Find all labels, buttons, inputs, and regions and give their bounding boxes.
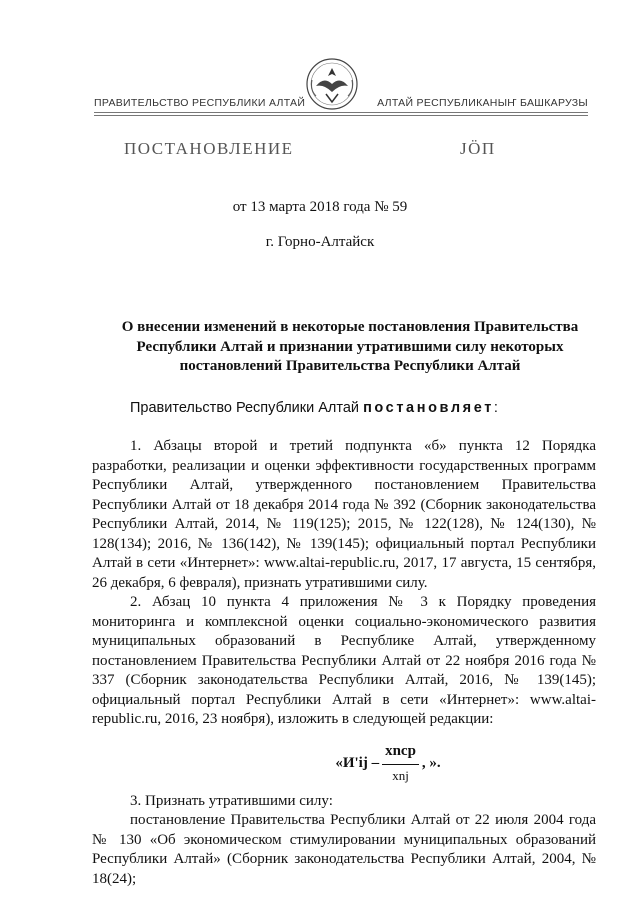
document-date-number: от 13 марта 2018 года № 59 — [232, 199, 408, 215]
intro-keyword: постановляет — [363, 400, 494, 416]
paragraph-1: 1. Абзацы второй и третий подпункта «б» пункта 12 Порядка разработки, реализации и оценки эффективности государственных программ Республики Алтай, утвержденного постановлением Правительства Республики Алтай от 18 декабря 2014 года № 392 (Сборник законодательства Республики Алтай, 2014, № 119(125); 2015, № 122(128), № 124(130), № 128(134); 2016, № 136(142), № 139(145); официальный портал Республики Алтай в сети «Интернет»: www.altai-republic.ru, 2017, 17 августа, 15 сентября, 26 декабря, 6 февраля), признать утратившими силу. — [92, 438, 596, 591]
paragraph-4: постановление Правительства Республики Алтай от 22 июля 2004 года № 130 «Об экономическом стимулировании муниципальных образований Республики Алтай» (Сборник законодательства Республики Алтай, 2004, № 18(24); — [92, 812, 596, 887]
formula-tail: , ». — [421, 754, 441, 771]
document-type-altai: ЈÖП — [460, 139, 496, 158]
formula-fraction — [382, 742, 419, 785]
formula — [180, 744, 596, 784]
government-name-russian: ПРАВИТЕЛЬСТВО РЕСПУБЛИКИ АЛТАЙ — [94, 97, 306, 109]
document-type-russian: ПОСТАНОВЛЕНИЕ — [124, 139, 294, 158]
intro-suffix: : — [493, 400, 498, 416]
formula-numerator: xnср — [382, 742, 419, 765]
header-rule-top — [94, 112, 588, 113]
formula-denominator: xnj — [392, 767, 409, 783]
intro-prefix: Правительство Республики Алтай — [130, 400, 364, 416]
header-rule-bottom — [94, 115, 588, 116]
paragraph-2: 2. Абзац 10 пункта 4 приложения № 3 к Порядку проведения мониторинга и комплексной оценки социально-экономического развития муниципальных образований в Республике Алтай, утвержденному постановлением Правительства Республики Алтай от 22 ноября 2016 года № 337 (Сборник законодательства Республики Алтай, 2016, № 139(145); официальный портал Республики Алтай в сети «Интернет»: www.altai-republic.ru, 2016, 23 ноября), изложить в следующей редакции: — [92, 594, 596, 727]
paragraph-3: 3. Признать утратившими силу: — [130, 792, 333, 809]
formula-lhs: «И'ij – — [335, 754, 380, 771]
resolution-intro — [130, 400, 498, 416]
government-name-altai: АЛТАЙ РЕСПУБЛИКАНЫҤ БАШКАРУЗЫ — [377, 97, 588, 109]
government-name-line — [94, 97, 588, 111]
document-body — [92, 437, 596, 889]
document-title: О внесении изменений в некоторые постановления Правительства Республики Алтай и признании утратившими силу некоторых постановлений Правительства Республики Алтай — [121, 319, 579, 374]
document-city: г. Горно-Алтайск — [265, 234, 375, 250]
